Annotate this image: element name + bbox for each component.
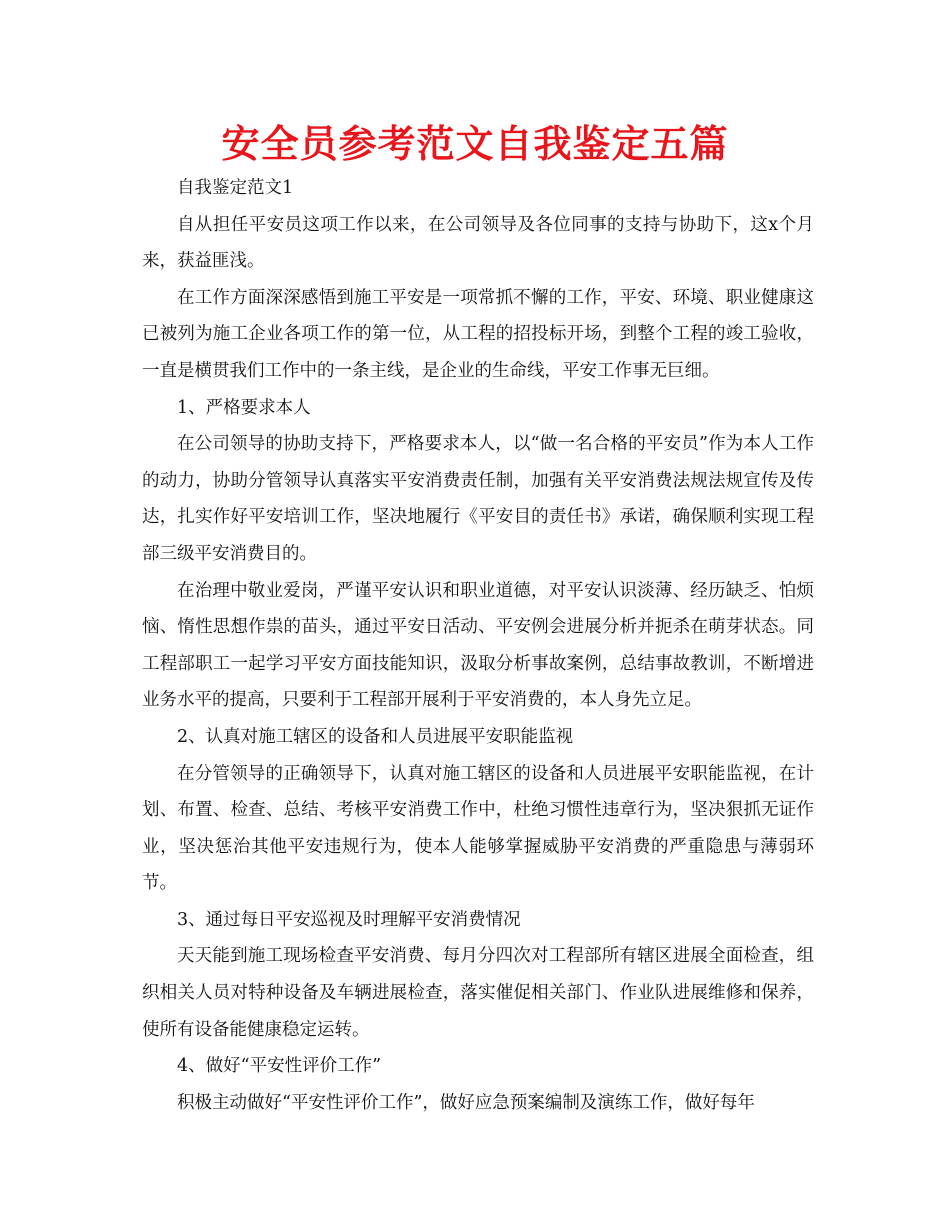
paragraph: 天天能到施工现场检查平安消费、每月分四次对工程部所有辖区进展全面检查，组织相关人员对特种设备及车辆进展检查，落实催促相关部门、作业队进展维修和保养，使所有设备能健康稳定运转。 — [142, 946, 814, 1040]
subheading: 2、认真对施工辖区的设备和人员进展平安职能监视 — [177, 726, 574, 747]
paragraph: 在分管领导的正确领导下，认真对施工辖区的设备和人员进展平安职能监视，在计划、布置、检查、总结、考核平安消费工作中，杜绝习惯性违章行为，坚决狠抓无证作业，坚决惩治其他平安违规行为，使本人能够掌握威胁平安消费的严重隐患与薄弱环节。 — [142, 763, 814, 894]
document-title: 安全员参考范文自我鉴定五篇 — [221, 122, 729, 166]
section-heading: 自我鉴定范文1 — [177, 178, 294, 198]
subheading: 3、通过每日平安巡视及时理解平安消费情况 — [177, 909, 521, 930]
paragraph: 在工作方面深深感悟到施工平安是一项常抓不懈的工作，平安、环境、职业健康这已被列为施工企业各项工作的第一位，从工程的招投标开场，到整个工程的竣工验收，一直是横贯我们工作中的一条主线，是企业的生命线，平安工作事无巨细。 — [142, 287, 814, 381]
subheading: 1、严格要求本人 — [177, 397, 311, 418]
paragraph: 积极主动做好“平安性评价工作”，做好应急预案编制及演练工作，做好每年 — [177, 1092, 755, 1113]
document-body — [142, 170, 814, 1121]
paragraph: 在公司领导的协助支持下，严格要求本人，以“做一名合格的平安员”作为本人工作的动力，协助分管领导认真落实平安消费责任制，加强有关平安消费法规法规宣传及传达，扎实作好平安培训工作，坚决地履行《平安目的责任书》承诺，确保顺利实现工程部三级平安消费目的。 — [142, 434, 814, 564]
paragraph: 自从担任平安员这项工作以来，在公司领导及各位同事的支持与协助下，这x个月来，获益匪浅。 — [142, 214, 814, 272]
paragraph: 在治理中敬业爱岗，严谨平安认识和职业道德，对平安认识淡薄、经历缺乏、怕烦恼、惰性思想作祟的苗头，通过平安日活动、平安例会进展分析并扼杀在萌芽状态。同工程部职工一起学习平安方面技能知识，汲取分析事故案例，总结事故教训，不断增进业务水平的提高，只要利于工程部开展利于平安消费的，本人身先立足。 — [142, 580, 814, 711]
subheading: 4、做好“平安性评价工作” — [177, 1056, 382, 1077]
